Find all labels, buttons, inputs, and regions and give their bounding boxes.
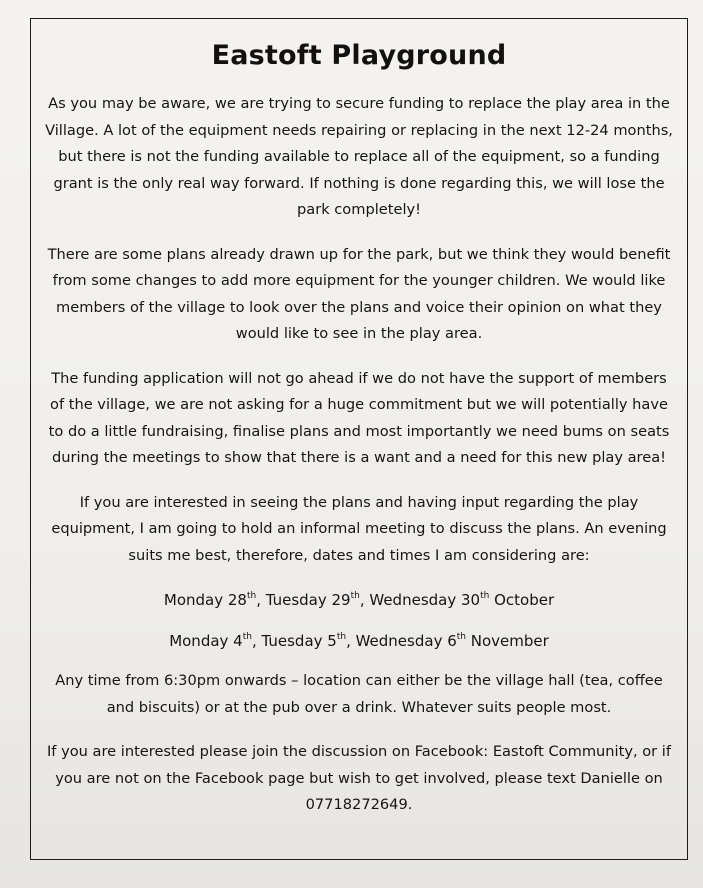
ordinal: th [350,591,360,601]
ordinal: th [246,591,257,601]
ordinal: th [336,631,347,642]
paragraph-meeting: If you are interested in seeing the plans and having input regarding the play equipment, I am going to hold an informal meeting to discuss the plans. An evening suits me best, therefore, dates and times I am considering are: [51,493,667,564]
paragraph-funding: As you may be aware, we are trying to secure funding to replace the play area in the Village. A lot of the equipment needs repairing or replacing in the next 12-24 months, but there is not the funding available to replace all of the equipment, so a funding grant is the only real way forward. If nothing is done regarding this, we will lose the park completely! [45,95,673,218]
paragraph-time-location: Any time from 6:30pm onwards – location can either be the village hall (tea, coffee and biscuits) or at the pub over a drink. Whatever suits people most. [55,672,663,716]
month-text: November [466,631,549,650]
date-text: , Wednesday 30 [359,591,481,609]
ordinal: th [456,631,466,642]
paragraph-contact: If you are interested please join the discussion on Facebook: Eastoft Community, or if you are not on the Facebook page but wish to get involved, please text Danielle on 07718272649. [47,743,671,813]
dates-october [32,587,686,614]
paragraph-plans: There are some plans already drawn up for the park, but we think they would benefit from some changes to add more equipment for the younger children. We would like members of the village to look over the plans and voice their opinion on what they would like to see in the play area. [47,245,671,342]
date-text: , Wednesday 6 [346,631,457,650]
paragraph-support: The funding application will not go ahead if we do not have the support of members of the village, we are not asking for a huge commitment but we will potentially have to do a little fundraising, finalise plans and most importantly we need bums on seats during the meetings to show that there is a want and a need for this new play area! [48,369,670,466]
poster-content [32,40,686,837]
poster-title: Eastoft Playground [211,40,507,71]
month-text: October [489,591,555,609]
date-text: , Tuesday 29 [256,591,351,609]
dates-november [32,628,686,655]
date-text: Monday 28 [163,591,247,609]
ordinal: th [480,591,490,601]
ordinal: th [242,631,252,642]
date-text: , Tuesday 5 [251,631,337,650]
date-text: Monday 4 [169,631,243,650]
